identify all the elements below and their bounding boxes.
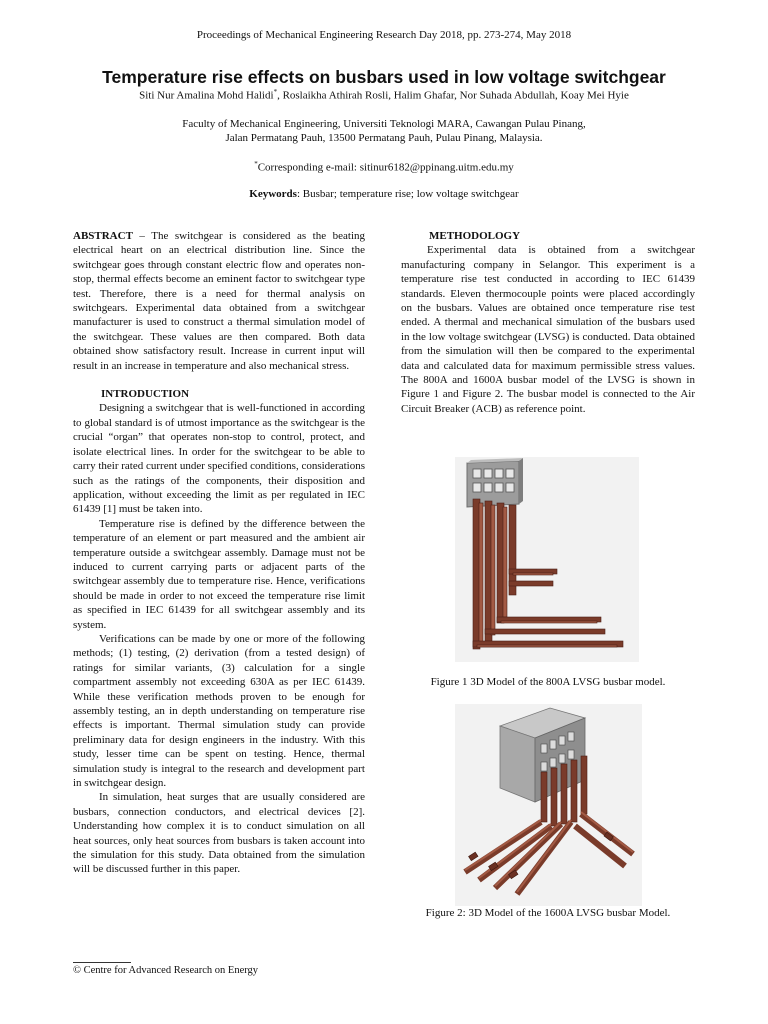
intro-paragraph: Designing a switchgear that is well-functioned in according to global standard is of utmost importance as the switchgear is the crucial “organ” that operates non-stop to control, protect, and isolate electrical lines. In order for the switchgear to be able to carry their rated current under specified conditions, considerations such as the ratings of the components, their disposition and application, without exceeding the limit as per regulated in IEC 61439 [1] must be taken into. bbox=[73, 402, 365, 516]
right-column bbox=[401, 229, 695, 416]
keywords-label: Keywords bbox=[249, 188, 297, 200]
email-text: Corresponding e-mail: sitinur6182@ppinang.uitm.edu.my bbox=[257, 161, 514, 174]
methodology-paragraph: Experimental data is obtained from a switchgear manufacturing company in Selangor. This experiment is a temperature rise test conducted in according to IEC 61439 standards. Eleven thermocouple points were placed accordingly on the busbars. Values are obtained once temperature rise test ended. A thermal and mechanical simulation of the busbars used in the low voltage switchgear (LVSG) is conducted. Data obtained from the simulation will then be compared to the experimental data and calculated data for maximum permissible stress values. The 800A and 1600A busbar model of the LVSG is shown in Figure 1 and Figure 2. The busbar model is connected to the Air Circuit Breaker (ACB) as reference point. bbox=[401, 244, 695, 415]
keywords bbox=[40, 188, 728, 200]
affiliation-line-1: Faculty of Mechanical Engineering, Universiti Teknologi MARA, Cawangan Pulau Pinang, bbox=[182, 118, 586, 130]
methodology-heading: METHODOLOGY bbox=[429, 230, 521, 242]
first-author: Siti Nur Amalina Mohd Halidi bbox=[139, 89, 274, 102]
intro-paragraph: In simulation, heat surges that are usually considered are busbars, connection conductors, and electrical devices [2]. Understanding how complex it is to conduct simulation on all heat sources, only heat sources from busbars is taken account into the simulation for this study. Data obtained from the simulation will be discussed further in this paper. bbox=[73, 791, 365, 876]
abstract-label: ABSTRACT bbox=[73, 230, 133, 242]
footnote-rule bbox=[73, 962, 131, 963]
email-star: * bbox=[254, 160, 258, 168]
running-header: Proceedings of Mechanical Engineering Research Day 2018, pp. 273-274, May 2018 bbox=[196, 29, 572, 41]
corresponding-email bbox=[40, 160, 728, 174]
intro-paragraph: Temperature rise is defined by the difference between the temperature of an element or part measured and the ambient air temperature outside a switchgear assembly. Damage must not be induced to current carrying parts or adjacent parts of the switchgear assembly due to temperature rise. Hence, verifications should be made in order to not exceed the temperature rise limit as specified in IEC 61439 for all switchgear assembly and its system. bbox=[73, 517, 365, 631]
corresponding-mark: * bbox=[273, 88, 278, 96]
figure-2-caption: Figure 2: 3D Model of the 1600A LVSG busbar Model. bbox=[425, 907, 671, 919]
abstract-text: – The switchgear is considered as the beating electrical heart on an electrical distribution line. Since the switchgear goes through constant electric flow and operates non-stop, thermal effects become an eminent factor to switchgear type test. Therefore, there is a need for thermal analysis on switchgears. Experimental data obtained from a switchgear manufacturer is used to construct a thermal simulation model of the switchgear. These values are then compared. Both data obtained show satisfactory result. Increase in current input will result in an increase in temperature and also mechanical stress. bbox=[73, 230, 365, 372]
paper-title: Temperature rise effects on busbars used in low voltage switchgear bbox=[102, 67, 666, 87]
affiliation-line-2: Jalan Permatang Pauh, 13500 Permatang Pauh, Pulau Pinang, Malaysia. bbox=[225, 132, 543, 144]
keywords-text: : Busbar; temperature rise; low voltage switchgear bbox=[296, 188, 519, 200]
figure-2-busbar-1600a-image bbox=[455, 704, 642, 906]
footnote: © Centre for Advanced Research on Energy bbox=[73, 965, 259, 976]
figure-1-busbar-800a-image bbox=[455, 457, 639, 662]
left-column bbox=[73, 229, 365, 877]
author-list bbox=[40, 88, 728, 102]
figure-1-caption: Figure 1 3D Model of the 800A LVSG busbar model. bbox=[430, 676, 666, 688]
coauthors: , Roslaikha Athirah Rosli, Halim Ghafar, Nor Suhada Abdullah, Koay Mei Hyie bbox=[277, 89, 629, 102]
intro-paragraph: Verifications can be made by one or more of the following methods; (1) testing, (2) derivation (from a tested design) of ratings for similar variants, (3) calculation for a single compartment assembly not exceeding 630A as per IEC 61439. While these verification methods proven to be enough for assembly testing, an in depth understanding on temperature rise effects is important. Thermal simulation study can provide preliminary data for design engineers in the industry. With this study, lesser time can be spent on testing. Hence, thermal simulation study is integral to the research and development part in switchgear design. bbox=[73, 632, 365, 790]
introduction-heading: INTRODUCTION bbox=[101, 388, 190, 401]
abstract bbox=[73, 229, 365, 373]
